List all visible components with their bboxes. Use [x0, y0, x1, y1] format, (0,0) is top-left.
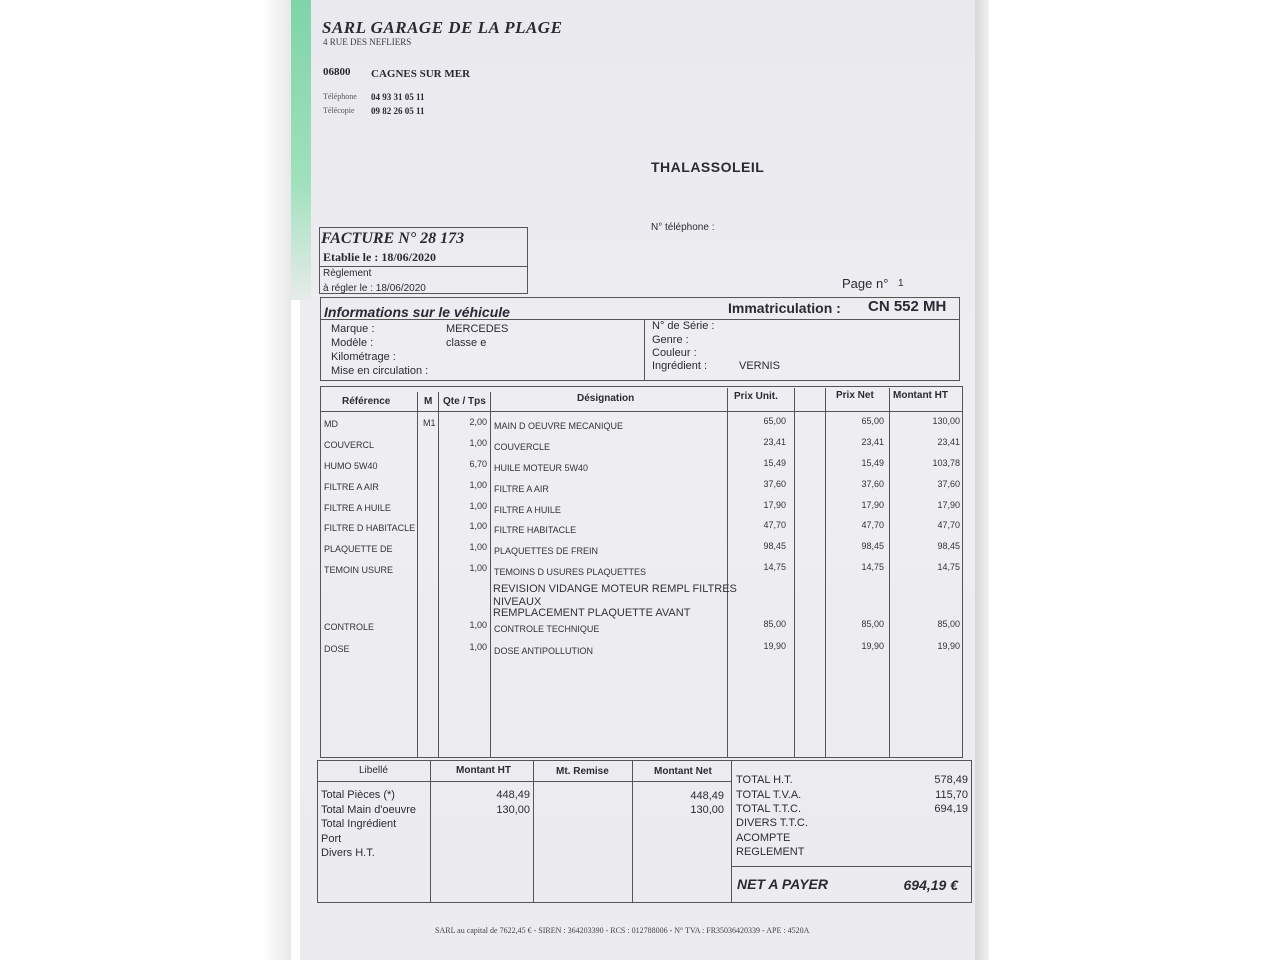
- total-ht-value: 578,49: [934, 774, 968, 786]
- company-phone-label: Téléphone: [323, 92, 357, 101]
- col-divider-ref: [417, 392, 418, 758]
- row-prix-unit: 15,49: [763, 458, 786, 468]
- row-prix-unit: 23,41: [763, 437, 786, 447]
- reglement-label: REGLEMENT: [736, 846, 805, 858]
- serie-label: N° de Série :: [652, 320, 715, 332]
- row-reference: FILTRE D HABITACLE: [324, 523, 416, 533]
- modele-value: classe e: [446, 337, 487, 349]
- col-divider-pu: [794, 388, 795, 758]
- page-number: 1: [898, 278, 904, 289]
- total-ht-label: TOTAL H.T.: [736, 774, 793, 786]
- row-designation: DOSE ANTIPOLLUTION: [494, 646, 594, 656]
- summary-col-1: [430, 760, 431, 903]
- row-designation: COUVERCLE: [494, 442, 551, 452]
- comment-line: REMPLACEMENT PLAQUETTE AVANT: [493, 607, 691, 619]
- summary-net-pieces: 448,49: [690, 790, 724, 802]
- col-divider-blank: [825, 388, 826, 758]
- genre-label: Genre :: [652, 334, 689, 346]
- total-ttc-value: 694,19: [934, 803, 968, 815]
- row-montant-ht: 103,78: [932, 458, 960, 468]
- row-designation: MAIN D OEUVRE MECANIQUE: [494, 421, 624, 431]
- col-divider-des: [727, 388, 728, 758]
- summary-col-3: [632, 760, 633, 903]
- row-prix-net: 23,41: [861, 437, 884, 447]
- col-divider-qte: [490, 392, 491, 758]
- km-label: Kilométrage :: [331, 351, 396, 363]
- summary-header-libelle: Libellé: [359, 765, 388, 776]
- row-reference: MD: [324, 419, 338, 429]
- row-prix-unit: 37,60: [763, 479, 786, 489]
- summary-header-remise: Mt. Remise: [556, 766, 609, 777]
- invoice-reglement: Règlement: [323, 268, 372, 279]
- header-designation: Désignation: [577, 393, 635, 404]
- invoice-title: FACTURE N° 28 173: [321, 230, 465, 247]
- row-qte: 2,00: [469, 417, 487, 427]
- divers-ttc-label: DIVERS T.T.C.: [736, 817, 808, 829]
- row-prix-net: 37,60: [861, 479, 884, 489]
- summary-label-mo: Total Main d'oeuvre: [321, 804, 417, 816]
- header-montant-ht: Montant HT: [893, 390, 948, 401]
- row-qte: 1,00: [469, 501, 487, 511]
- row-designation: FILTRE HABITACLE: [494, 525, 577, 535]
- summary-label-divers: Divers H.T.: [321, 847, 375, 859]
- marque-value: MERCEDES: [446, 323, 509, 335]
- invoice-box-divider: [319, 266, 528, 267]
- row-qte: 1,00: [469, 563, 487, 573]
- row-qte: 1,00: [469, 480, 487, 490]
- row-qte: 1,00: [469, 438, 487, 448]
- net-a-payer-value: 694,19 €: [903, 877, 958, 893]
- total-ttc-label: TOTAL T.T.C.: [736, 803, 801, 815]
- row-designation: FILTRE A AIR: [494, 484, 549, 494]
- company-fax: 09 82 26 05 11: [371, 106, 425, 116]
- row-prix-unit: 14,75: [763, 562, 786, 572]
- row-prix-net: 19,90: [861, 641, 884, 651]
- ingredient-value: VERNIS: [739, 360, 780, 372]
- marque-label: Marque :: [331, 323, 375, 335]
- page-label: Page n°: [842, 276, 889, 291]
- row-prix-unit: 17,90: [763, 500, 786, 510]
- client-name: THALASSOLEIL: [651, 159, 765, 175]
- immat-label: Immatriculation :: [728, 300, 841, 316]
- row-montant-ht: 17,90: [937, 500, 960, 510]
- comment-line: REVISION VIDANGE MOTEUR REMPL FILTRES: [493, 583, 737, 595]
- background-left: [0, 0, 291, 960]
- header-prix-unit: Prix Unit.: [734, 391, 778, 402]
- row-qte: 1,00: [469, 542, 487, 552]
- col-divider-pn: [889, 388, 890, 758]
- row-designation: CONTROLE TECHNIQUE: [494, 624, 600, 634]
- background-right: [989, 0, 1280, 960]
- row-prix-unit: 98,45: [763, 541, 786, 551]
- company-phone: 04 93 31 05 11: [371, 92, 425, 102]
- row-prix-net: 14,75: [861, 562, 884, 572]
- summary-header-divider: [317, 781, 731, 782]
- row-qte: 1,00: [469, 642, 487, 652]
- total-tva-value: 115,70: [935, 789, 968, 801]
- row-m: M1: [423, 418, 436, 428]
- row-prix-net: 47,70: [861, 520, 884, 530]
- row-reference: COUVERCL: [324, 440, 375, 450]
- row-designation: FILTRE A HUILE: [494, 505, 561, 515]
- summary-label-ingredient: Total Ingrédient: [321, 818, 397, 830]
- row-reference: HUMO 5W40: [324, 461, 378, 471]
- summary-ht-mo: 130,00: [496, 804, 530, 816]
- header-qte: Qte / Tps: [443, 396, 486, 407]
- total-tva-label: TOTAL T.V.A.: [736, 789, 802, 801]
- summary-header-ht: Montant HT: [456, 765, 511, 776]
- summary-net-mo: 130,00: [690, 804, 724, 816]
- immat-value: CN 552 MH: [868, 298, 947, 315]
- row-montant-ht: 85,00: [937, 619, 960, 629]
- company-postcode: 06800: [323, 66, 351, 78]
- client-phone-label: N° téléphone :: [651, 222, 715, 233]
- row-montant-ht: 130,00: [932, 416, 960, 426]
- comment-line: NIVEAUX: [493, 596, 542, 608]
- summary-col-2: [533, 760, 534, 903]
- ingredient-label: Ingrédient :: [652, 360, 708, 372]
- row-montant-ht: 98,45: [937, 541, 960, 551]
- summary-header-net: Montant Net: [654, 766, 712, 777]
- row-montant-ht: 47,70: [937, 520, 960, 530]
- row-reference: FILTRE A HUILE: [324, 503, 391, 513]
- green-folder-edge: [291, 0, 311, 300]
- row-designation: PLAQUETTES DE FREIN: [494, 546, 599, 556]
- row-prix-net: 98,45: [861, 541, 884, 551]
- row-reference: TEMOIN USURE: [324, 565, 394, 575]
- row-qte: 1,00: [469, 620, 487, 630]
- row-qte: 6,70: [469, 459, 487, 469]
- row-montant-ht: 23,41: [937, 437, 960, 447]
- row-prix-net: 65,00: [861, 416, 884, 426]
- row-qte: 1,00: [469, 521, 487, 531]
- summary-label-pieces: Total Pièces (*): [321, 789, 395, 801]
- row-montant-ht: 19,90: [937, 641, 960, 651]
- row-designation: TEMOINS D USURES PLAQUETTES: [494, 567, 647, 577]
- vehicle-section-title: Informations sur le véhicule: [324, 304, 510, 320]
- row-prix-net: 17,90: [861, 500, 884, 510]
- row-designation: HUILE MOTEUR 5W40: [494, 463, 589, 473]
- couleur-label: Couleur :: [652, 347, 697, 359]
- header-reference: Référence: [342, 396, 391, 407]
- row-prix-unit: 47,70: [763, 520, 786, 530]
- header-prix-net: Prix Net: [836, 390, 874, 401]
- vehicle-column-divider: [644, 319, 645, 381]
- modele-label: Modèle :: [331, 337, 374, 349]
- invoice-date: Etablie le : 18/06/2020: [323, 250, 436, 264]
- row-prix-net: 15,49: [861, 458, 884, 468]
- summary-label-port: Port: [321, 833, 342, 845]
- row-montant-ht: 37,60: [937, 479, 960, 489]
- summary-col-4: [731, 760, 732, 903]
- row-prix-unit: 65,00: [763, 416, 786, 426]
- company-name: SARL GARAGE DE LA PLAGE: [322, 18, 563, 37]
- col-divider-m: [438, 392, 439, 758]
- row-prix-unit: 19,90: [763, 641, 786, 651]
- paper-edge-shadow: [975, 0, 989, 960]
- invoice-due-date: à régler le : 18/06/2020: [323, 283, 426, 294]
- company-city: CAGNES SUR MER: [371, 68, 471, 80]
- row-prix-unit: 85,00: [763, 619, 786, 629]
- mise-label: Mise en circulation :: [331, 365, 429, 377]
- company-street: 4 RUE DES NEFLIERS: [323, 37, 412, 47]
- acompte-label: ACOMPTE: [736, 832, 791, 844]
- net-a-payer-label: NET A PAYER: [737, 876, 829, 892]
- row-reference: CONTROLE: [324, 622, 375, 632]
- row-montant-ht: 14,75: [937, 562, 960, 572]
- summary-ht-pieces: 448,49: [496, 789, 530, 801]
- company-fax-label: Télécopie: [323, 106, 355, 115]
- net-divider: [731, 866, 972, 867]
- legal-footer: SARL au capital de 7622,45 € - SIREN : 364203390 - RCS : 012788006 - N° TVA : FR35036420339 - APE : 4520A: [435, 926, 810, 935]
- header-m: M: [424, 396, 433, 407]
- row-reference: FILTRE A AIR: [324, 482, 379, 492]
- row-prix-net: 85,00: [861, 619, 884, 629]
- row-reference: PLAQUETTE DE: [324, 544, 393, 554]
- row-reference: DOSE: [324, 644, 350, 654]
